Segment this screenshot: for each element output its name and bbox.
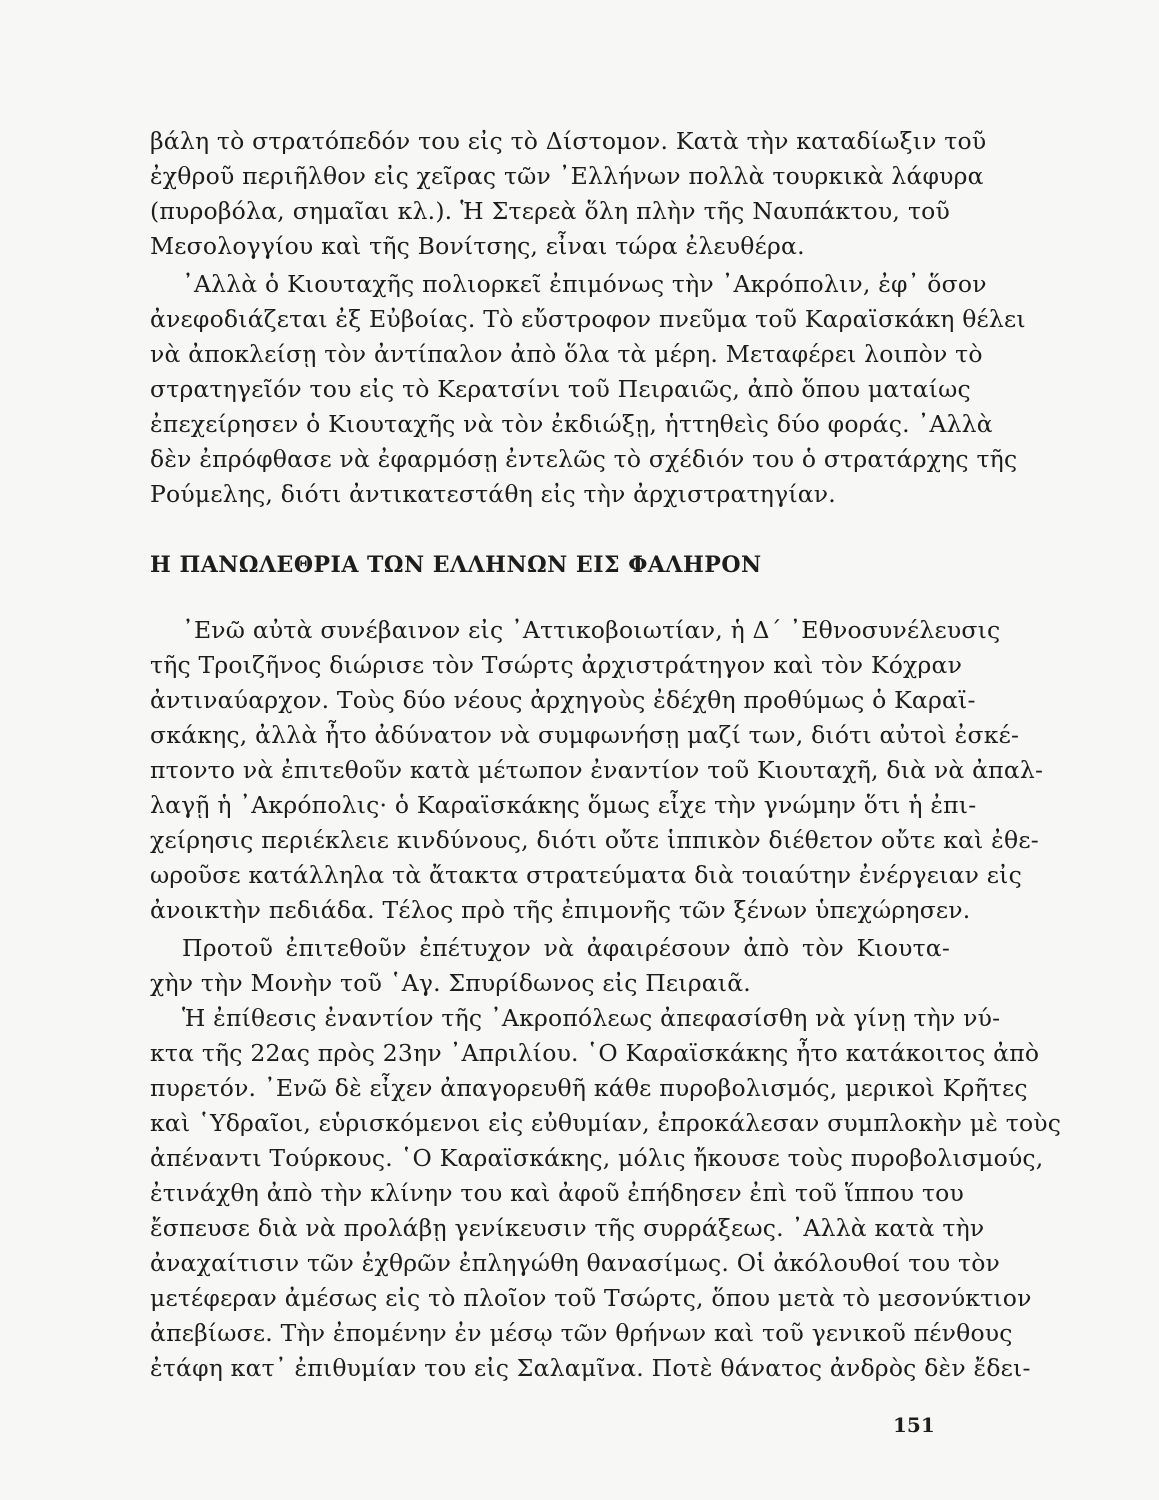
- text-line: στρατηγεῖόν του εἰς τὸ Κερατσίνι τοῦ Πειραιῶς, ἀπὸ ὅπου ματαίως: [150, 375, 971, 403]
- section-heading: Η ΠΑΝΩΛΕΘΡΙΑ ΤΩΝ ΕΛΛΗΝΩΝ ΕΙΣ ΦΑΛΗΡΟΝ: [150, 552, 762, 578]
- text-line: ᾿Ενῶ αὐτὰ συνέβαινον εἰς ᾿Αττικοβοιωτίαν, ἡ Δ΄ ᾿Εθνοσυνέλευσις: [182, 616, 1001, 644]
- paragraph-4: [150, 931, 950, 1001]
- text-line: ἀνεφοδιάζεται ἐξ Εὐβοίας. Τὸ εὔστροφον πνεῦμα τοῦ Καραϊσκάκη θέλει: [150, 305, 1026, 333]
- text-line: ἐπεχείρησεν ὁ Κιουταχῆς νὰ τὸν ἐκδιώξῃ, ἡττηθεὶς δύο φοράς. ᾿Αλλὰ: [150, 410, 993, 438]
- text-line: (πυροβόλα, σημαῖαι κλ.). Ἡ Στερεὰ ὅλη πλὴν τῆς Ναυπάκτου, τοῦ: [150, 197, 950, 225]
- text-line: χείρησις περιέκλειε κινδύνους, διότι οὔτε ἱππικὸν διέθετον οὔτε καὶ ἐθε-: [150, 826, 1039, 854]
- text-line: Προτοῦ ἐπιτεθοῦν ἐπέτυχον νὰ ἀφαιρέσουν ἀπὸ τὸν Κιουτα-: [182, 934, 950, 962]
- text-line: σκάκης, ἀλλὰ ἦτο ἀδύνατον νὰ συμφωνήσῃ μαζί των, διότι αὐτοὶ ἐσκέ-: [150, 721, 1020, 749]
- text-line: δὲν ἐπρόφθασε νὰ ἐφαρμόσῃ ἐντελῶς τὸ σχέδιόν του ὁ στρατάρχης τῆς: [150, 445, 1018, 473]
- text-line: βάλη τὸ στρατόπεδόν του εἰς τὸ Δίστομον. Κατὰ τὴν καταδίωξιν τοῦ: [150, 127, 987, 155]
- text-line: ᾿Αλλὰ ὁ Κιουταχῆς πολιορκεῖ ἐπιμόνως τὴν ᾿Ακρόπολιν, ἐφ᾿ ὅσον: [182, 270, 987, 298]
- text-line: λαγῇ ἡ ᾿Ακρόπολις· ὁ Καραϊσκάκης ὅμως εἶχε τὴν γνώμην ὅτι ἡ ἐπι-: [150, 791, 977, 819]
- text-line: καὶ ῾Υδραῖοι, εὑρισκόμενοι εἰς εὐθυμίαν, ἐπροκάλεσαν συμπλοκὴν μὲ τοὺς: [150, 1109, 1062, 1137]
- text-line: τῆς Τροιζῆνος διώρισε τὸν Τσώρτς ἀρχιστράτηγον καὶ τὸν Κόχραν: [150, 651, 963, 679]
- text-line: πυρετόν. ᾿Ενῶ δὲ εἶχεν ἀπαγορευθῆ κάθε πυροβολισμός, μερικοὶ Κρῆτες: [150, 1074, 1028, 1102]
- text-line: ἐχθροῦ περιῆλθον εἰς χεῖρας τῶν ᾿Ελλήνων πολλὰ τουρκικὰ λάφυρα: [150, 162, 984, 190]
- text-line: χὴν τὴν Μονὴν τοῦ ῾Αγ. Σπυρίδωνος εἰς Πειραιᾶ.: [150, 969, 751, 997]
- text-line: Ρούμελης, διότι ἀντικατεστάθη εἰς τὴν ἀρχιστρατηγίαν.: [150, 480, 836, 508]
- text-line: ἔσπευσε διὰ νὰ προλάβῃ γενίκευσιν τῆς συρράξεως. ᾿Αλλὰ κατὰ τὴν: [150, 1214, 985, 1242]
- text-line: ἀναχαίτισιν τῶν ἐχθρῶν ἐπληγώθη θανασίμως. Οἱ ἀκόλουθοί του τὸν: [150, 1249, 1001, 1277]
- paragraph-1: [150, 124, 987, 264]
- text-line: Μεσολογγίου καὶ τῆς Βονίτσης, εἶναι τώρα ἐλευθέρα.: [150, 232, 805, 260]
- text-line: Ἡ ἐπίθεσις ἐναντίον τῆς ᾿Ακροπόλεως ἀπεφασίσθη νὰ γίνῃ τὴν νύ-: [182, 1004, 1001, 1032]
- paragraph-5: [150, 1001, 1062, 1386]
- text-line: ἀπεβίωσε. Τὴν ἐπομένην ἐν μέσῳ τῶν θρήνων καὶ τοῦ γενικοῦ πένθους: [150, 1319, 1013, 1347]
- paragraph-2: [150, 267, 1026, 512]
- text-line: ἀντιναύαρχον. Τοὺς δύο νέους ἀρχηγοὺς ἐδέχθη προθύμως ὁ Καραϊ-: [150, 686, 976, 714]
- text-line: νὰ ἀποκλείσῃ τὸν ἀντίπαλον ἀπὸ ὅλα τὰ μέρη. Μεταφέρει λοιπὸν τὸ: [150, 340, 983, 368]
- text-line: ωροῦσε κατάλληλα τὰ ἄτακτα στρατεύματα διὰ τοιαύτην ἐνέργειαν εἰς: [150, 861, 1022, 889]
- text-line: πτοντο νὰ ἐπιτεθοῦν κατὰ μέτωπον ἐναντίον τοῦ Κιουταχῆ, διὰ νὰ ἀπαλ-: [150, 756, 1044, 784]
- text-line: ἀνοικτὴν πεδιάδα. Τέλος πρὸ τῆς ἐπιμονῆς τῶν ξένων ὑπεχώρησεν.: [150, 896, 971, 924]
- text-line: ἐτάφη κατ᾿ ἐπιθυμίαν του εἰς Σαλαμῖνα. Ποτὲ θάνατος ἀνδρὸς δὲν ἔδει-: [150, 1354, 1031, 1382]
- text-line: ἀπέναντι Τούρκους. ῾Ο Καραϊσκάκης, μόλις ἤκουσε τοὺς πυροβολισμούς,: [150, 1144, 1044, 1172]
- page-number: 151: [893, 1413, 935, 1437]
- text-line: κτα τῆς 22ας πρὸς 23ην ᾿Απριλίου. ῾Ο Καραϊσκάκης ἦτο κατάκοιτος ἀπὸ: [150, 1039, 1040, 1067]
- text-line: μετέφεραν ἀμέσως εἰς τὸ πλοῖον τοῦ Τσώρτς, ὅπου μετὰ τὸ μεσονύκτιον: [150, 1284, 1032, 1312]
- paragraph-3: [150, 613, 1044, 928]
- text-line: ἐτινάχθη ἀπὸ τὴν κλίνην του καὶ ἀφοῦ ἐπήδησεν ἐπὶ τοῦ ἵππου του: [150, 1179, 964, 1207]
